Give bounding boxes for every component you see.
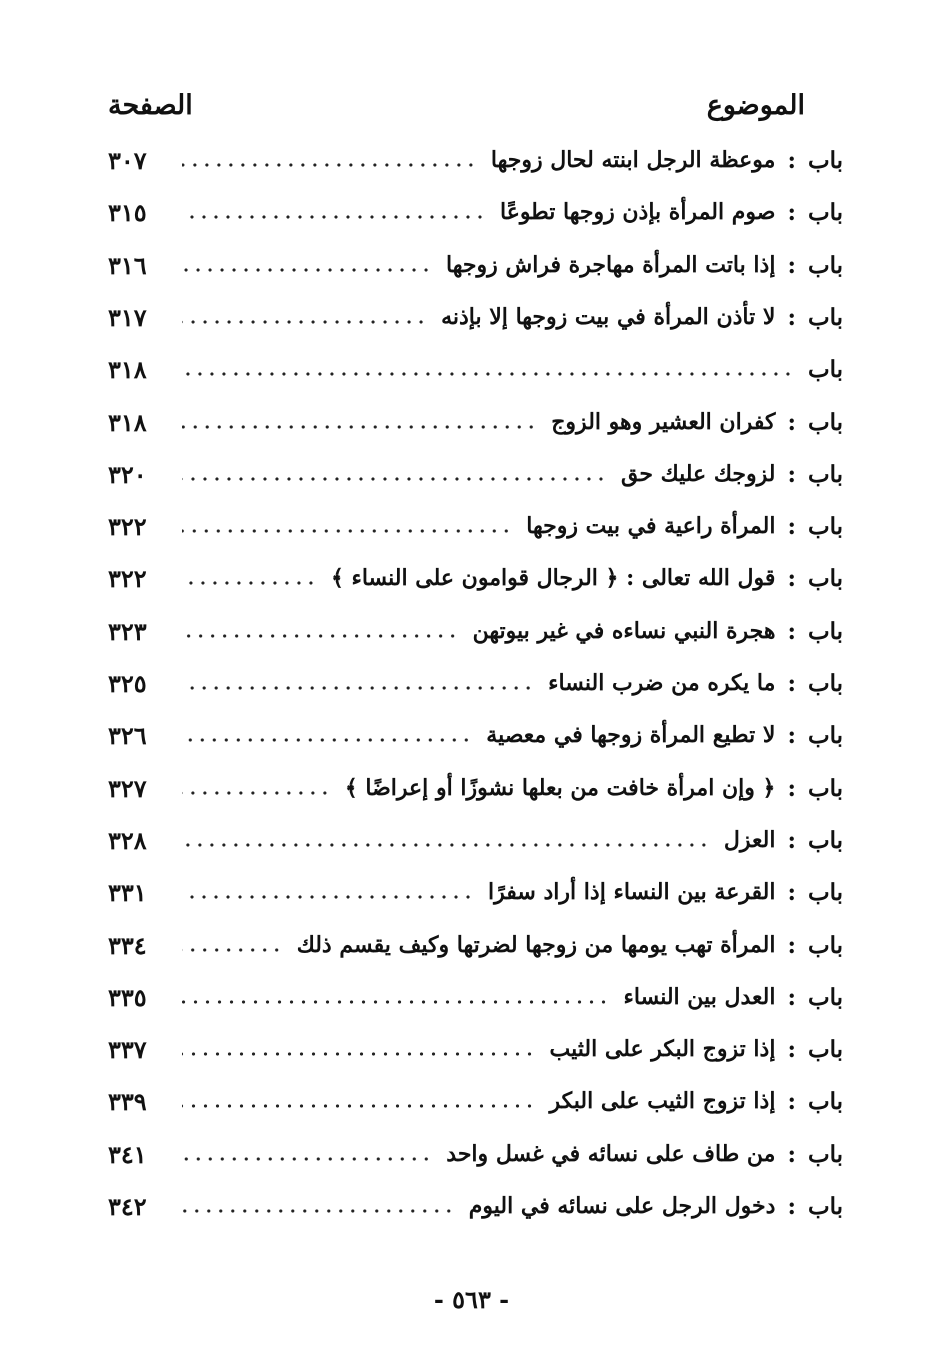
toc-row — [108, 1136, 843, 1172]
entry-title: إذا باتت المرأة مهاجرة فراش زوجها — [446, 252, 776, 278]
page-number: - ٥٦٣ - — [433, 1285, 510, 1314]
bab-label: باب — [807, 198, 843, 226]
toc-row — [108, 351, 843, 387]
entry-page-number: ٣٣٩ — [108, 1086, 147, 1116]
entry-page-number: ٣١٦ — [108, 250, 147, 280]
bab-label: باب — [807, 878, 843, 906]
separator: : — [787, 146, 796, 174]
entry-page-number: ٣٢٨ — [108, 825, 147, 855]
dot-leader — [182, 528, 512, 534]
toc-row — [108, 1031, 843, 1067]
dot-leader — [182, 319, 427, 325]
dot-leader — [182, 476, 607, 482]
separator: : — [787, 721, 796, 749]
entry-title: المرأة تهب يومها من زوجها لضرتها وكيف يقسم ذلك — [296, 932, 776, 958]
separator: : — [787, 931, 796, 959]
toc-row — [108, 1188, 843, 1224]
toc-row — [108, 404, 843, 440]
dot-leader — [182, 999, 610, 1005]
bab-label: باب — [807, 146, 843, 174]
page-header: الصفحة — [108, 90, 193, 121]
dot-leader — [182, 1051, 536, 1057]
entry-page-number: ٣٤٢ — [108, 1191, 147, 1221]
separator: : — [787, 1035, 796, 1063]
entry-page-number: ٣٢٧ — [108, 773, 147, 803]
separator: : — [787, 564, 796, 592]
entry-title: ما يكره من ضرب النساء — [548, 670, 776, 696]
dot-leader — [182, 267, 432, 273]
bab-label: باب — [807, 303, 843, 331]
separator: : — [787, 512, 796, 540]
entry-page-number: ٣٢٣ — [108, 616, 147, 646]
separator: : — [787, 303, 796, 331]
entry-page-number: ٣١٨ — [108, 407, 147, 437]
separator: : — [787, 983, 796, 1011]
entry-page-number: ٣١٨ — [108, 354, 147, 384]
toc-row — [108, 613, 843, 649]
entry-title: العزل — [723, 827, 776, 853]
separator: : — [787, 826, 796, 854]
entry-title: العدل بين النساء — [623, 984, 776, 1010]
toc-row — [108, 1083, 843, 1119]
separator: : — [787, 251, 796, 279]
dot-leader — [182, 424, 537, 430]
entry-title: هجرة النبي نساءه في غير بيوتهن — [472, 618, 776, 644]
dot-leader — [182, 737, 472, 743]
dot-leader — [182, 842, 710, 848]
bab-label: باب — [807, 983, 843, 1011]
toc-row — [108, 194, 843, 230]
entry-page-number: ٣٢٥ — [108, 668, 147, 698]
entry-page-number: ٣١٥ — [108, 197, 147, 227]
entry-title: صوم المرأة بإذن زوجها تطوعًا — [499, 199, 776, 225]
entry-page-number: ٣٤١ — [108, 1139, 147, 1169]
separator: : — [787, 408, 796, 436]
entry-page-number: ٣٣١ — [108, 877, 147, 907]
topic-header: الموضوع — [706, 90, 805, 121]
dot-leader — [182, 1156, 432, 1162]
dot-leader — [182, 947, 283, 953]
toc-row — [108, 874, 843, 910]
entry-page-number: ٣٣٤ — [108, 930, 147, 960]
entry-page-number: ٣٢٢ — [108, 511, 147, 541]
bab-label: باب — [807, 251, 843, 279]
bab-label: باب — [807, 460, 843, 488]
toc-row — [108, 456, 843, 492]
toc-row — [108, 142, 843, 178]
toc-row — [108, 927, 843, 963]
entry-title: موعظة الرجل ابنته لحال زوجها — [490, 147, 776, 173]
bab-label: باب — [807, 774, 843, 802]
bab-label: باب — [807, 1087, 843, 1115]
dot-leader — [182, 214, 486, 220]
dot-leader — [182, 371, 794, 377]
entry-title: لا تطيع المرأة زوجها في معصية — [486, 722, 776, 748]
toc-row — [108, 247, 843, 283]
bab-label: باب — [807, 355, 843, 383]
toc-row — [108, 508, 843, 544]
toc-row — [108, 560, 843, 596]
entry-page-number: ٣٣٥ — [108, 982, 147, 1012]
dot-leader — [182, 894, 474, 900]
toc-row — [108, 665, 843, 701]
dot-leader — [182, 162, 477, 168]
separator: : — [787, 617, 796, 645]
bab-label: باب — [807, 1035, 843, 1063]
toc-row — [108, 822, 843, 858]
dot-leader — [182, 1103, 536, 1109]
dot-leader — [182, 790, 331, 796]
separator: : — [787, 878, 796, 906]
bab-label: باب — [807, 512, 843, 540]
separator: : — [787, 1140, 796, 1168]
toc-row — [108, 770, 843, 806]
separator: : — [787, 774, 796, 802]
toc-row — [108, 717, 843, 753]
entry-title: دخول الرجل على نسائه في اليوم — [468, 1193, 776, 1219]
separator: : — [787, 1087, 796, 1115]
bab-label: باب — [807, 931, 843, 959]
entry-title: من طاف على نسائه في غسل واحد — [446, 1141, 776, 1167]
bab-label: باب — [807, 1192, 843, 1220]
bab-label: باب — [807, 826, 843, 854]
bab-label: باب — [807, 721, 843, 749]
entry-page-number: ٣٣٧ — [108, 1034, 147, 1064]
dot-leader — [182, 580, 317, 586]
toc-row — [108, 979, 843, 1015]
bab-label: باب — [807, 1140, 843, 1168]
entry-page-number: ٣٢٠ — [108, 459, 147, 489]
bab-label: باب — [807, 617, 843, 645]
entry-title: القرعة بين النساء إذا أراد سفرًا — [488, 879, 776, 905]
bab-label: باب — [807, 408, 843, 436]
entry-page-number: ٣٢٢ — [108, 563, 147, 593]
entry-title: المرأة راعية في بيت زوجها — [526, 513, 776, 539]
separator: : — [787, 198, 796, 226]
separator: : — [787, 669, 796, 697]
dot-leader — [182, 685, 534, 691]
entry-title: إذا تزوج البكر على الثيب — [549, 1036, 776, 1062]
bab-label: باب — [807, 564, 843, 592]
entry-title: ﴿ وإن امرأة خافت من بعلها نشوزًا أو إعراضًا ﴾ — [344, 775, 776, 801]
entry-title: لا تأذن المرأة في بيت زوجها إلا بإذنه — [441, 304, 776, 330]
separator: : — [787, 1192, 796, 1220]
separator: : — [787, 460, 796, 488]
entry-page-number: ٣٠٧ — [108, 145, 147, 175]
entry-page-number: ٣٢٦ — [108, 720, 147, 750]
dot-leader — [182, 1208, 455, 1214]
entry-page-number: ٣١٧ — [108, 302, 147, 332]
entry-title: كفران العشير وهو الزوج — [551, 409, 776, 435]
dot-leader — [182, 633, 459, 639]
entry-title: قول الله تعالى : ﴿ الرجال قوامون على النساء ﴾ — [330, 565, 776, 591]
entry-title: إذا تزوج الثيب على البكر — [549, 1088, 776, 1114]
bab-label: باب — [807, 669, 843, 697]
entry-title: لزوجك عليك حق — [620, 461, 776, 487]
toc-row — [108, 299, 843, 335]
